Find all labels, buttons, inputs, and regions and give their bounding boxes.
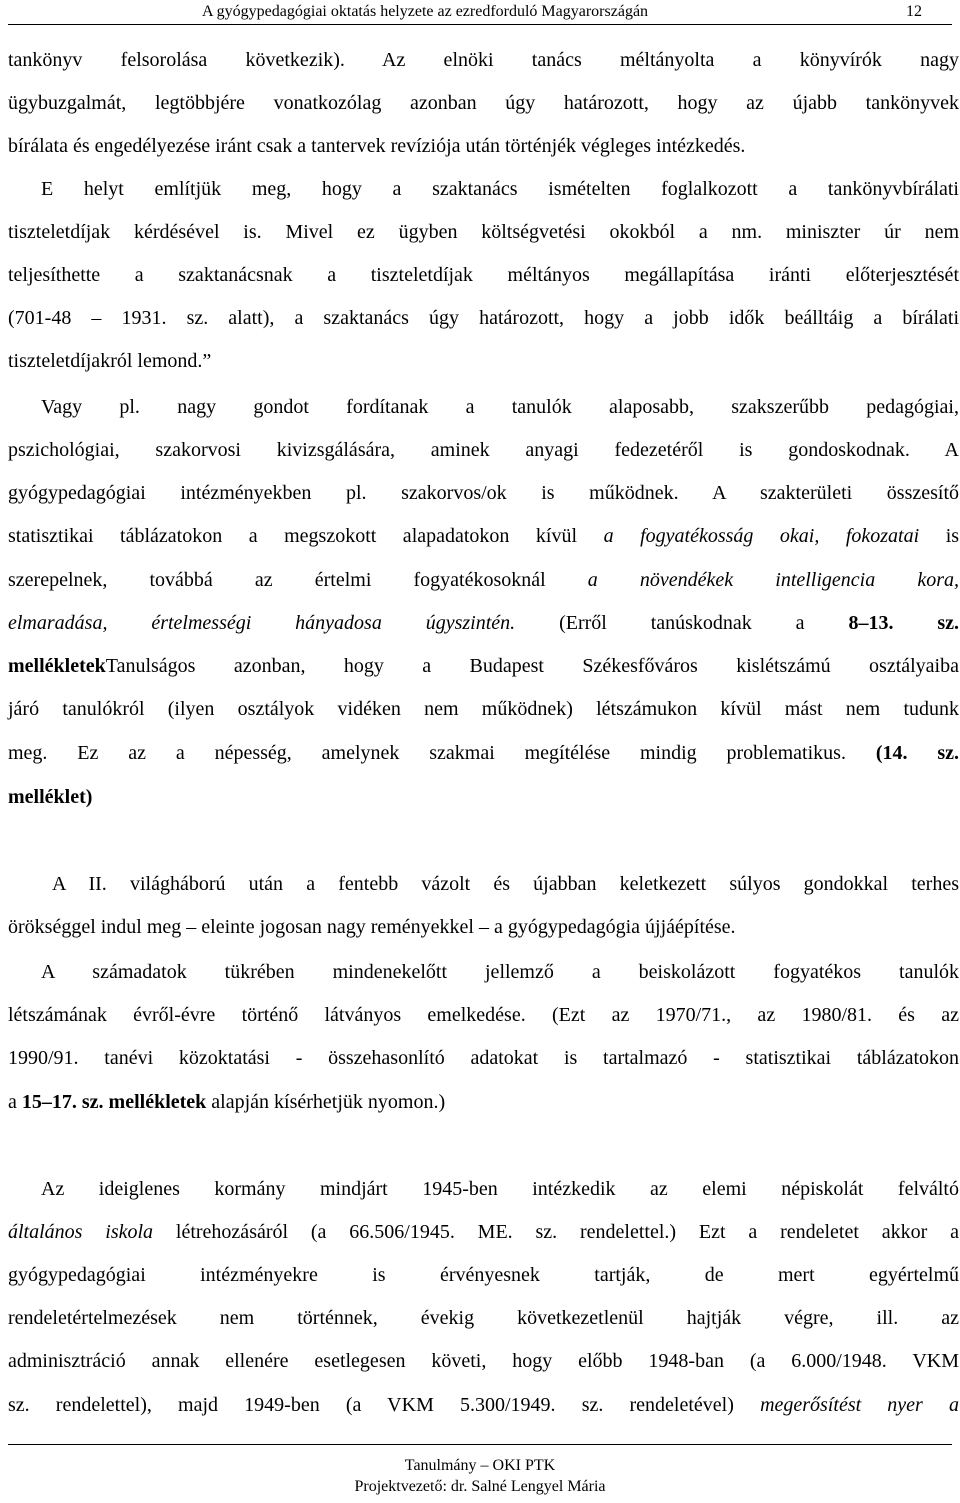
running-title: A gyógypedagógiai oktatás helyzete az ezredforduló Magyarországán: [202, 3, 649, 20]
text-line: általános iskola létrehozásáról (a 66.506/1945. ME. sz. rendelettel.) Ezt a rendeletet akkor a: [8, 1221, 959, 1243]
header-rule: [8, 24, 952, 25]
text-line: gyógypedagógiai intézményekben pl. szakorvos/ok is működnek. A szakterületi összesítő: [8, 482, 959, 504]
text-line: gyógypedagógiai intézményekre is érvényesnek tartják, de mert egyértelmű: [8, 1264, 959, 1286]
text-line: A II. világháború után a fentebb vázolt és újabban keletkezett súlyos gondokkal terhes: [52, 873, 959, 895]
text-line: melléklet): [8, 786, 93, 808]
text-line: Vagy pl. nagy gondot fordítanak a tanulók alaposabb, szakszerűbb pedagógiai,: [41, 396, 959, 418]
text-line: mellékletekTanulságos azonban, hogy a Budapest Székesfőváros kislétszámú osztályaiba: [8, 655, 959, 677]
text-line: 1990/91. tanévi közoktatási - összehasonlító adatokat is tartalmazó - statisztikai táblázatokon: [8, 1047, 959, 1069]
text-line: a 15–17. sz. mellékletek alapján kísérhetjük nyomon.): [8, 1091, 446, 1113]
text-line: (701-48 – 1931. sz. alatt), a szaktanács úgy határozott, hogy a jobb idők beálltáig a bírálati: [8, 307, 959, 329]
text-line: ügybuzgalmát, legtöbbjére vonatkozólag azonban úgy határozott, hogy az újabb tankönyvek: [8, 92, 959, 114]
text-line: járó tanulókról (ilyen osztályok vidéken nem működnek) létszámukon kívül mást nem tudunk: [8, 698, 959, 720]
text-line: meg. Ez az a népesség, amelynek szakmai megítélése mindig problematikus. (14. sz.: [8, 742, 959, 764]
text-line: tankönyv felsorolása következik). Az elnöki tanács méltányolta a könyvírók nagy: [8, 49, 959, 71]
footer-rule: [8, 1444, 952, 1445]
text-line: statisztikai táblázatokon a megszokott alapadatokon kívül a fogyatékosság okai, fokozatai is: [8, 525, 960, 547]
text-line: sz. rendelettel), majd 1949-ben (a VKM 5.300/1949. sz. rendeletével) megerősítést nyer a: [8, 1394, 959, 1416]
text-line: bírálata és engedélyezése iránt csak a tantervek revíziója után történjék végleges intézkedés.: [8, 135, 746, 157]
text-line: rendeletértelmezések nem történnek, évekig következetlenül hajtják végre, ill. az: [8, 1307, 959, 1329]
text-line: A számadatok tükrében mindenekelőtt jellemző a beiskolázott fogyatékos tanulók: [41, 961, 959, 983]
text-line: teljesíthette a szaktanácsnak a tiszteletdíjak méltányos megállapítása iránti előterjesztését: [8, 264, 959, 286]
text-line: Az ideiglenes kormány mindjárt 1945-ben intézkedik az elemi népiskolát felváltó: [41, 1178, 959, 1200]
page-header: [0, 0, 960, 30]
footer-project-lead: Projektvezető: dr. Salné Lengyel Mária: [354, 1478, 606, 1495]
text-line: örökséggel indul meg – eleinte jogosan nagy reményekkel – a gyógypedagógia újjáépítése.: [8, 916, 736, 938]
text-line: szerepelnek, továbbá az értelmi fogyatékosoknál a növendékek intelligencia kora,: [8, 569, 959, 591]
text-line: tiszteletdíjak kérdésével is. Mivel ez ügyben költségvetési okokból a nm. miniszter úr nem: [8, 221, 959, 243]
text-line: E helyt említjük meg, hogy a szaktanács ismételten foglalkozott a tankönyvbírálati: [41, 178, 959, 200]
text-line: tiszteletdíjakról lemond.”: [8, 350, 212, 372]
text-line: adminisztráció annak ellenére esetlegesen követi, hogy előbb 1948-ban (a 6.000/1948. VKM: [8, 1350, 959, 1372]
text-line: létszámának évről-évre történő látványos emelkedése. (Ezt az 1970/71., az 1980/81. és az: [8, 1004, 959, 1026]
page-number: 12: [906, 3, 922, 20]
text-line: elmaradása, értelmességi hányadosa úgyszintén. (Erről tanúskodnak a 8–13. sz.: [8, 612, 959, 634]
footer-study: Tanulmány – OKI PTK: [404, 1457, 556, 1474]
text-line: pszichológiai, szakorvosi kivizsgálására, aminek anyagi fedezetéről is gondoskodnak. A: [8, 439, 959, 461]
